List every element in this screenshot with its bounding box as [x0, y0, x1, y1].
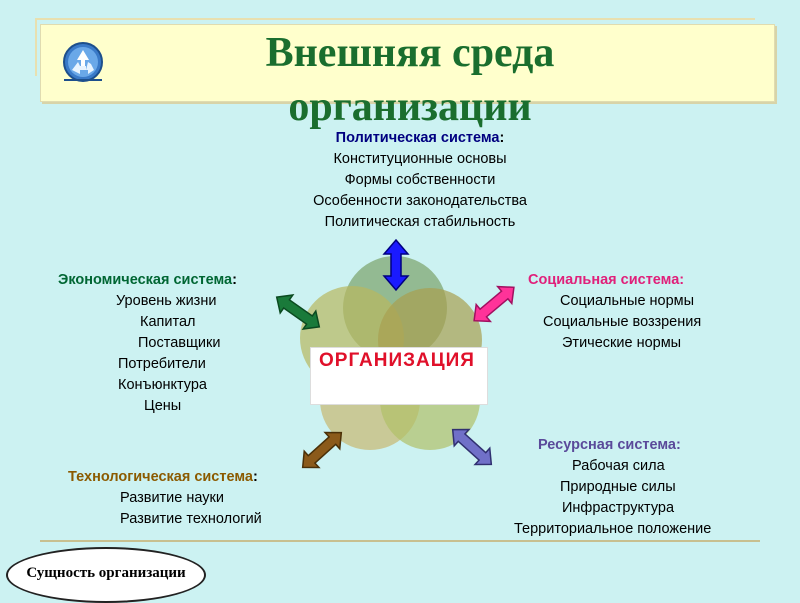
political-item: Формы собственности	[344, 172, 496, 188]
political-item: Политическая стабильность	[324, 214, 516, 230]
political-item: Конституционные основы	[333, 151, 507, 167]
economic-colon: :	[232, 272, 237, 288]
economic-system-block	[58, 270, 298, 417]
social-item: Этические нормы	[562, 335, 682, 351]
resource-item: Инфраструктура	[562, 500, 675, 516]
social-item: Социальные нормы	[560, 293, 695, 309]
decor-line-top	[35, 18, 755, 20]
political-heading: Политическая система	[335, 130, 500, 146]
political-system-block	[300, 128, 540, 233]
economic-item: Потребители	[118, 356, 206, 372]
technological-item: Развитие науки	[120, 490, 224, 506]
technological-colon: :	[252, 469, 258, 485]
economic-item: Цены	[144, 398, 182, 414]
economic-heading: Экономическая система	[58, 272, 233, 288]
economic-item: Конъюнктура	[118, 377, 207, 393]
organization-label: ОРГАНИЗАЦИЯ	[310, 347, 488, 405]
economic-item: Поставщики	[138, 335, 221, 351]
technological-heading: Технологическая система	[68, 469, 253, 485]
resource-system-block	[508, 435, 768, 540]
page-title: Внешняя среда организации	[265, 30, 555, 130]
social-system-block	[528, 270, 768, 354]
resource-item: Территориальное положение	[514, 521, 712, 537]
technological-item: Развитие технологий	[120, 511, 262, 527]
political-colon: :	[499, 130, 505, 146]
essence-button-label[interactable]: Сущность организации	[26, 565, 186, 581]
economic-item: Капитал	[140, 314, 196, 330]
resource-item: Природные силы	[560, 479, 676, 495]
social-item: Социальные воззрения	[543, 314, 702, 330]
decor-line-left	[35, 18, 37, 76]
recycle-logo-icon	[58, 40, 108, 84]
technological-system-block	[68, 467, 328, 530]
political-item: Особенности законодательства	[313, 193, 527, 209]
decor-line-bottom	[40, 540, 760, 542]
resource-heading: Ресурсная система:	[538, 437, 681, 453]
economic-item: Уровень жизни	[116, 293, 217, 309]
resource-item: Рабочая сила	[572, 458, 665, 474]
social-heading: Социальная система:	[528, 272, 685, 288]
